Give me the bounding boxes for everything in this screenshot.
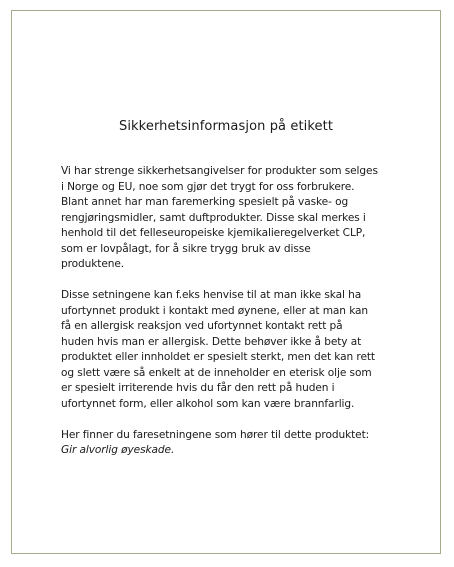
document-title: Sikkerhetsinformasjon på etikett bbox=[118, 119, 334, 134]
paragraph-examples: Disse setningene kan f.eks henvise til at man ikke skal ha ufortynnet produkt i kontakt med øynene, eller at man kan få en allergisk reaksjon ved ufortynnet kontakt rett på huden hvis man er allergisk. Dette behøver ikke å bety at produktet eller innholdet er spesielt sterkt, men det kan rett og slett være så enkelt at de inneholder en eterisk olje som er spesielt irriterende hvis du får den rett på huden i ufortynnet form, eller alkohol som kan være brannfarlig. bbox=[61, 289, 375, 410]
hazard-statement: Gir alvorlig øyeskade. bbox=[61, 444, 175, 456]
paragraph-hazard-intro: Her finner du faresetningene som hører til dette produktet: bbox=[61, 428, 370, 441]
paragraph-intro: Vi har strenge sikkerhetsangivelser for produkter som selges i Norge og EU, noe som gjør det trygt for oss forbrukere. Blant annet har man faremerking spesielt på vaske- og rengjøringsmidler, samt duftprodukter. Disse skal merkes i henhold til det felleseuropeiske kjemikalieregelverket CLP, som er lovpålagt, for å sikre trygg bruk av disse produktene. bbox=[61, 165, 378, 270]
document-body bbox=[61, 164, 431, 474]
document-frame bbox=[11, 10, 441, 554]
